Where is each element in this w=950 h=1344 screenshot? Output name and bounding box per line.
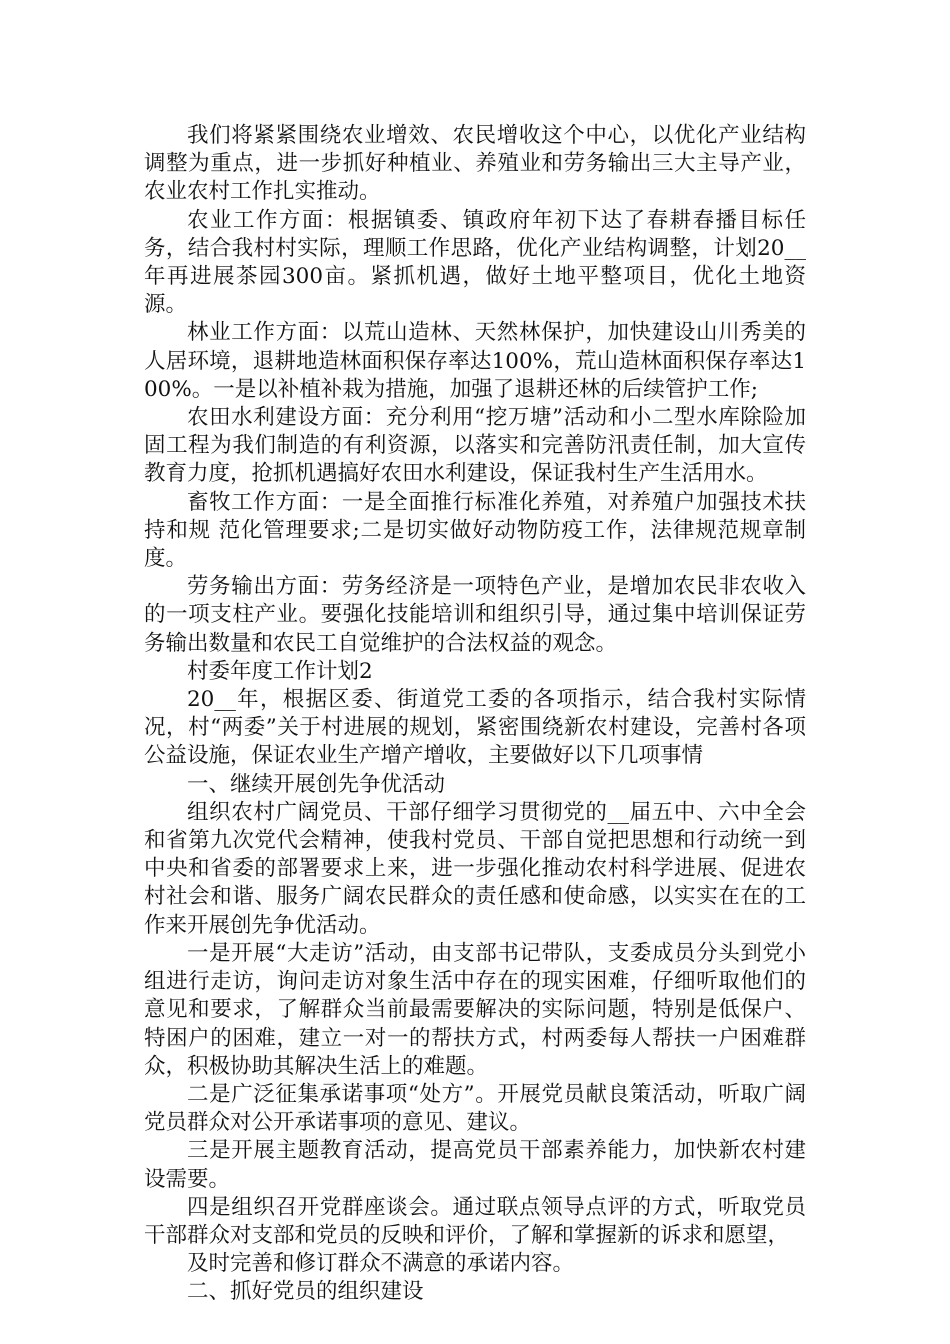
paragraph-water-conservancy: 农田水利建设方面：充分利用“挖万塘”活动和小二型水库除险加固工程为我们制造的有利资源，以落实和完善防汛责任制，加大宣传教育力度，抢抓机遇搞好农田水利建设，保证我村生产生活用水。 — [144, 405, 806, 487]
paragraph-agriculture-work: 农业工作方面：根据镇委、镇政府年初下达了春耕春播目标任务，结合我村村实际，理顺工作思路，优化产业结构调整，计划20__年再进展茶园300亩。紧抓机遇，做好土地平整项目，优化土地资源。 — [144, 207, 806, 318]
section-heading-2: 二、抓好党员的组织建设 — [187, 1279, 424, 1305]
paragraph-revise-commitments: 及时完善和修订群众不满意的承诺内容。 — [187, 1251, 575, 1277]
paragraph-visit-activity: 一是开展“大走访”活动，由支部书记带队，支委成员分头到党小组进行走访，询问走访对象生活中存在的现实困难，仔细听取他们的意见和要求，了解群众当前最需要解决的实际问题，特别是低保户、特困户的困难，建立一对一的帮扶方式，村两委每人帮扶一户困难群众，积极协助其解决生活上的难题。 — [144, 940, 806, 1079]
paragraph-agriculture-intro: 我们将紧紧围绕农业增效、农民增收这个中心，以优化产业结构调整为重点，进一步抓好种植业、养殖业和劳务输出三大主导产业，农业农村工作扎实推动。 — [144, 123, 806, 205]
paragraph-forestry-work: 林业工作方面：以荒山造林、天然林保护，加快建设山川秀美的人居环境，退耕地造林面积保存率达100%，荒山造林面积保存率达100%。一是以补植补栽为措施，加强了退耕还林的后续管护工作; — [144, 320, 806, 402]
paragraph-collect-commitments: 二是广泛征集承诺事项“处方”。开展党员献良策活动，听取广阔党员群众对公开承诺事项的意见、建议。 — [144, 1081, 806, 1136]
document-body — [144, 122, 806, 1307]
paragraph-theme-education: 三是开展主题教育活动，提高党员干部素养能力，加快新农村建设需要。 — [144, 1138, 806, 1192]
paragraph-labor-export: 劳务输出方面：劳务经济是一项特色产业，是增加农民非农收入的一项支柱产业。要强化技能培训和组织引导，通过集中培训保证劳务输出数量和农民工自觉维护的合法权益的观念。 — [144, 574, 806, 656]
paragraph-animal-husbandry: 畜牧工作方面：一是全面推行标准化养殖，对养殖户加强技术扶持和规 范化管理要求;二是切实做好动物防疫工作，法律规范规章制度。 — [144, 489, 806, 572]
section-title-plan-2: 村委年度工作计划2 — [187, 658, 373, 684]
paragraph-forum: 四是组织召开党群座谈会。通过联点领导点评的方式，听取党员干部群众对支部和党员的反映和评价，了解和掌握新的诉求和愿望， — [144, 1194, 806, 1248]
paragraph-study-organization: 组织农村广阔党员、干部仔细学习贯彻党的__届五中、六中全会和省第九次党代会精神，使我村党员、干部自觉把思想和行动统一到中央和省委的部署要求上来，进一步强化推动农村科学进展、促进农村社会和谐、服务广阔农民群众的责任感和使命感，以实实在在的工作来开展创先争优活动。 — [144, 799, 806, 938]
section-heading-1: 一、继续开展创先争优活动 — [187, 771, 446, 797]
paragraph-plan-intro: 20__年，根据区委、街道党工委的各项指示，结合我村实际情况，村“两委”关于村进展的规划，紧密围绕新农村建设，完善村各项公益设施，保证农业生产增产增收，主要做好以下几项事情 — [144, 687, 806, 769]
